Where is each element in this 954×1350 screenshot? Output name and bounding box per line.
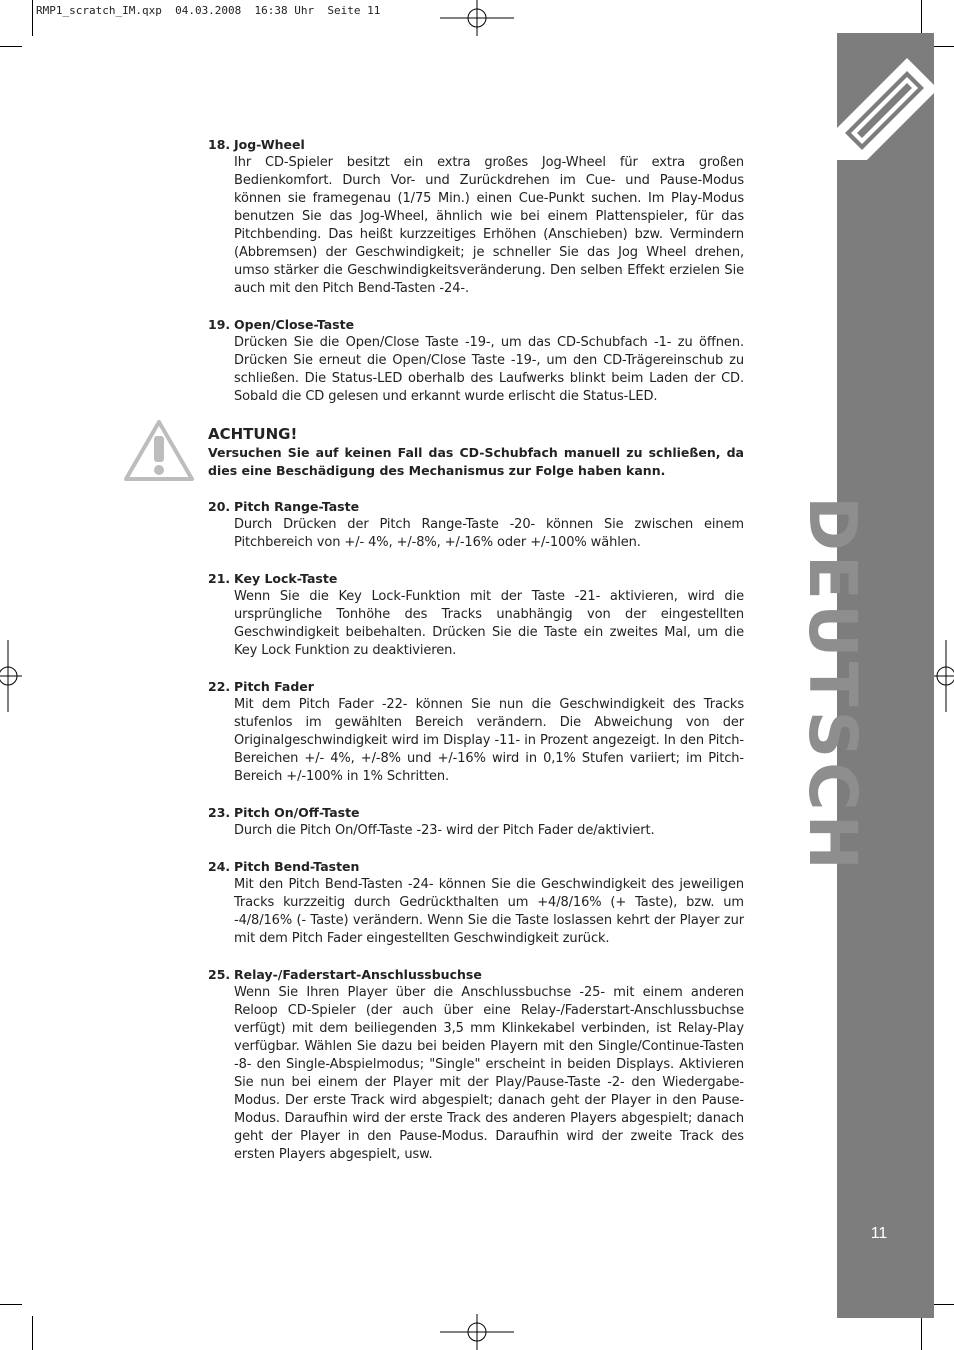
section-20 bbox=[208, 498, 744, 552]
crop-mark bbox=[0, 46, 22, 47]
section-number: 22. bbox=[208, 679, 231, 694]
section-title: Pitch Fader bbox=[234, 679, 314, 694]
section-title: Open/Close-Taste bbox=[234, 317, 355, 332]
print-slug: RMP1_scratch_IM.qxp 04.03.2008 16:38 Uhr Seite 11 bbox=[36, 4, 381, 17]
warning-title: ACHTUNG! bbox=[208, 425, 298, 443]
section-number: 23. bbox=[208, 805, 231, 820]
brand-logo-icon bbox=[837, 33, 934, 163]
registration-mark-top bbox=[440, 0, 514, 36]
section-22 bbox=[208, 678, 744, 786]
section-number: 19. bbox=[208, 317, 231, 332]
section-title: Pitch On/Off-Taste bbox=[234, 805, 360, 820]
section-number: 18. bbox=[208, 137, 231, 152]
section-21 bbox=[208, 570, 744, 660]
section-18 bbox=[208, 136, 744, 298]
crop-mark bbox=[921, 1316, 922, 1350]
warning-box bbox=[208, 424, 744, 480]
language-label: DEUTSCH bbox=[794, 496, 871, 874]
section-number: 24. bbox=[208, 859, 231, 874]
section-body: Mit den Pitch Bend-Tasten -24- können Sie die Geschwindigkeit des jeweiligen Tracks kurzzeitig durch Gedrückthalten um +4/8/16% (+ Taste), bzw. um -4/8/16% (- Taste) verändern. Wenn Sie die Taste loslassen kehrt der Player zur mit dem Pitch Fader eingestellten Geschwindigkeit zurück. bbox=[234, 877, 744, 946]
section-19 bbox=[208, 316, 744, 406]
page-number: 11 bbox=[870, 1225, 888, 1242]
section-title: Key Lock-Taste bbox=[234, 571, 338, 586]
section-body: Wenn Sie die Key Lock-Funktion mit der Taste -21- aktivieren, wird die ursprüngliche Tonhöhe des Tracks unabhängig von der eingestellten Geschwindigkeit beibehalten. Drücken Sie die Taste ein zweites Mal, um die Key Lock Funktion zu deaktivieren. bbox=[234, 589, 744, 658]
crop-mark bbox=[32, 0, 33, 36]
warning-text: Versuchen Sie auf keinen Fall das CD-Schubfach manuell zu schließen, da dies eine Beschädigung des Mechanismus zur Folge haben kann. bbox=[208, 445, 744, 478]
warning-triangle-icon bbox=[122, 418, 196, 484]
main-content bbox=[208, 136, 744, 1182]
registration-mark-right bbox=[932, 640, 954, 712]
section-23 bbox=[208, 804, 744, 840]
registration-mark-left bbox=[0, 640, 22, 712]
section-title: Relay-/Faderstart-Anschlussbuchse bbox=[234, 967, 482, 982]
section-title: Jog-Wheel bbox=[234, 137, 305, 152]
section-25 bbox=[208, 966, 744, 1164]
section-24 bbox=[208, 858, 744, 948]
section-number: 25. bbox=[208, 967, 231, 982]
section-body: Durch die Pitch On/Off-Taste -23- wird der Pitch Fader de/aktiviert. bbox=[234, 823, 655, 838]
section-number: 21. bbox=[208, 571, 231, 586]
section-body: Mit dem Pitch Fader -22- können Sie nun die Geschwindigkeit des Tracks stufenlos im gewählten Bereich verändern. Die Abweichung von der Originalgeschwindigkeit wird im Display -11- in Prozent angezeigt. In den Pitch-Bereichen +/- 4%, +/-8% und +/-16% wird in 0,1% Stufen variiert; im Pitch-Bereich +/-100% in 1% Schritten. bbox=[234, 697, 744, 784]
section-body: Ihr CD-Spieler besitzt ein extra großes Jog-Wheel für extra großen Bedienkomfort. Durch Vor- und Zurückdrehen im Cue- und Pause-Modus können sie framegenau (1/75 Min.) einen Cue-Punkt suchen. Im Play-Modus benutzen Sie das Jog-Wheel, ähnlich wie bei einem Plattenspieler, für das Pitchbending. Das heißt kurzzeitiges Erhöhen (Anschieben) bzw. Vermindern (Abbremsen) der Geschwindigkeit; je schneller Sie das Jog Wheel drehen, umso stärker die Geschwindigkeitsveränderung. Den selben Effekt erzielen Sie auch mit den Pitch Bend-Tasten -24-. bbox=[234, 155, 744, 296]
section-title: Pitch Bend-Tasten bbox=[234, 859, 360, 874]
section-body: Drücken Sie die Open/Close Taste -19-, um das CD-Schubfach -1- zu öffnen. Drücken Sie erneut die Open/Close Taste -19-, um den CD-Trägereinschub zu schließen. Die Status-LED oberhalb des Laufwerks blinkt beim Laden der CD. Sobald die CD gelesen und erkannt wurde erlischt die Status-LED. bbox=[234, 335, 744, 404]
crop-mark bbox=[932, 1304, 954, 1305]
section-body: Durch Drücken der Pitch Range-Taste -20- können Sie zwischen einem Pitchbereich von +/- 4%, +/-8%, +/-16% oder +/-100% wählen. bbox=[234, 517, 744, 550]
crop-mark bbox=[932, 46, 954, 47]
crop-mark bbox=[32, 1316, 33, 1350]
crop-mark bbox=[921, 0, 922, 36]
section-title: Pitch Range-Taste bbox=[234, 499, 360, 514]
crop-mark bbox=[0, 1304, 22, 1305]
section-number: 20. bbox=[208, 499, 231, 514]
section-body: Wenn Sie Ihren Player über die Anschlussbuchse -25- mit einem anderen Reloop CD-Spieler (der auch über eine Relay-/Faderstart-Anschlussbuchse verfügt) mit dem beiliegenden 3,5 mm Klinkekabel verbinden, ist Relay-Play verfügbar. Wählen Sie dazu bei beiden Playern mit den Single/Continue-Tasten -8- den Single-Abspielmodus; "Single" erscheint in beiden Displays. Aktivieren Sie nun bei einem der Player mit der Play/Pause-Taste -2- den Wiedergabe-Modus. Der erste Track wird abgespielt; danach geht der Player in den Pause-Modus. Daraufhin wird der erste Track des anderen Players abgespielt; danach geht der Player in den Pause-Modus. Daraufhin wird der zweite Track des ersten Players abgespielt, usw. bbox=[234, 985, 744, 1162]
registration-mark-bottom bbox=[440, 1314, 514, 1350]
